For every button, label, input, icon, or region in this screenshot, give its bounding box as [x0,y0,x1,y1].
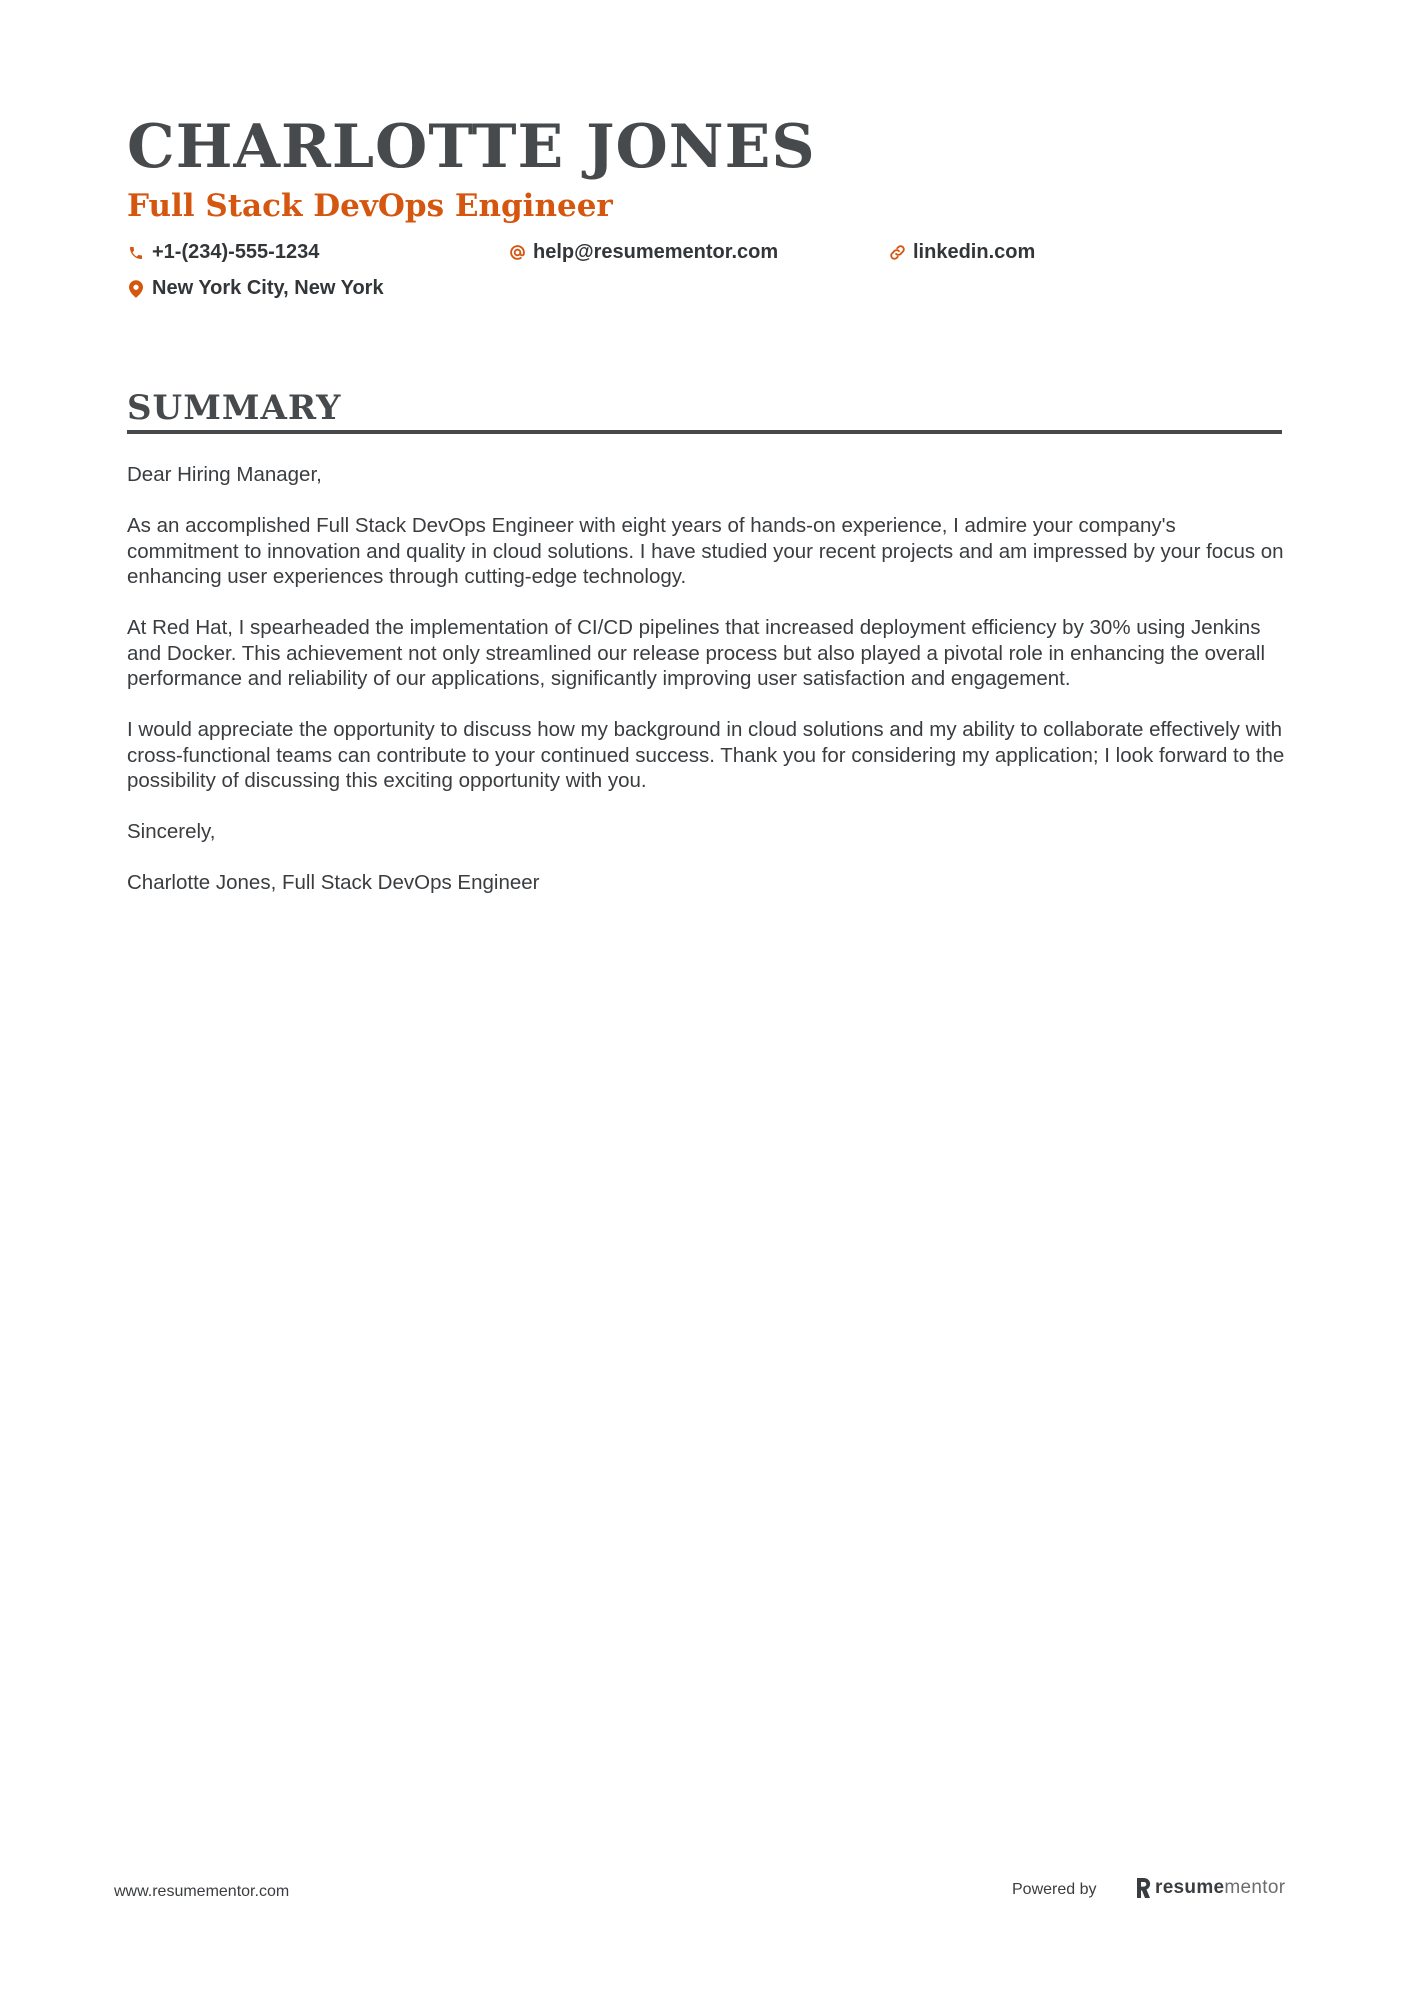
email-text: help@resumementor.com [533,241,779,263]
brand-text-bold: resume [1155,1877,1225,1898]
at-icon [508,244,526,262]
brand-text [1155,1877,1285,1899]
section-title-summary: SUMMARY [127,388,342,428]
candidate-role: Full Stack DevOps Engineer [127,188,613,224]
contact-email [508,241,778,264]
link-icon [888,244,906,262]
candidate-name: CHARLOTTE JONES [127,112,816,182]
contact-phone [127,241,319,264]
letter-paragraph: At Red Hat, I spearheaded the implementation of CI/CD pipelines that increased deployment efficiency by 30% using Jenkins and Docker. This achievement not only streamlined our release process but also played a pivotal role in enhancing the overall performance and reliability of our applications, significantly improving user satisfaction and engagement. [127,616,1266,690]
section-divider [127,430,1282,434]
resumementor-logo[interactable] [1135,1877,1285,1899]
phone-icon [127,244,145,262]
footer-url[interactable]: www.resumementor.com [114,1883,290,1900]
cover-letter-body [127,462,1287,921]
letter-salutation: Dear Hiring Manager, [127,463,322,486]
letter-paragraph: I would appreciate the opportunity to discuss how my background in cloud solutions and my ability to collaborate effectively with cross-functional teams can contribute to your continued success. Thank you for considering my application; I look forward to the possibility of discussing this exciting opportunity with you. [127,718,1285,792]
letter-signature: Charlotte Jones, Full Stack DevOps Engineer [127,871,540,894]
contact-link [888,241,1035,264]
powered-by-label: Powered by [1012,1881,1097,1898]
location-text: New York City, New York [152,277,384,299]
link-text: linkedin.com [913,241,1036,263]
resumementor-logo-icon [1135,1878,1151,1898]
letter-paragraph: As an accomplished Full Stack DevOps Engineer with eight years of hands-on experience, I admire your company's commitment to innovation and quality in cloud solutions. I have studied your recent projects and am impressed by your focus on enhancing user experiences through cutting-edge technology. [127,514,1284,588]
letter-closing: Sincerely, [127,820,216,843]
phone-text: +1-(234)-555-1234 [152,241,320,263]
brand-text-light: mentor [1224,1877,1286,1898]
contact-location [127,277,384,300]
map-pin-icon [127,280,145,298]
